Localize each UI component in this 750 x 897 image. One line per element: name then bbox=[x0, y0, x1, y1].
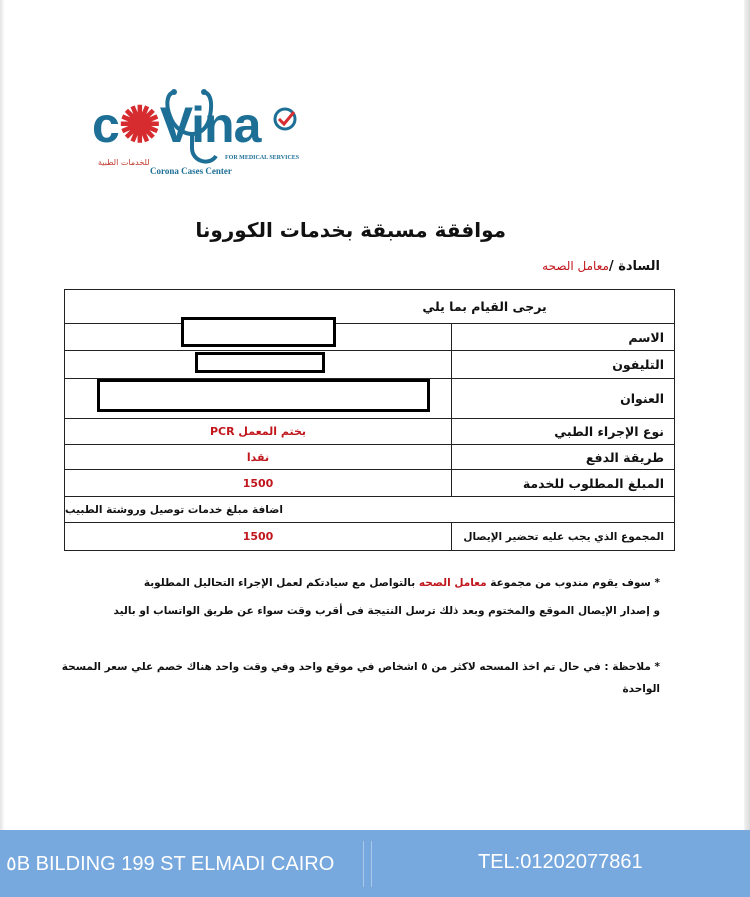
row-label: اضافة مبلغ خدمات توصيل وروشتة الطبيب bbox=[65, 503, 283, 516]
logo-wordmark: c✺Vina bbox=[92, 97, 261, 153]
redaction-box-address bbox=[97, 379, 430, 412]
footer-divider bbox=[371, 841, 372, 887]
row-label: العنوان bbox=[620, 391, 664, 406]
table-header-row bbox=[65, 290, 674, 324]
table-row bbox=[65, 419, 674, 445]
table-row bbox=[65, 523, 674, 550]
row-label: نوع الإجراء الطبي bbox=[554, 424, 664, 439]
note-line-1: * سوف يقوم مندوب من مجموعة معامل الصحه بالتواصل مع سيادتكم لعمل الإجراء التحاليل المطلوبة bbox=[143, 577, 660, 589]
note-line-3: * ملاحظة : في حال تم اخذ المسحه لاكثر من ٥ اشخاص في موقع واحد وفي وقت واحد هناك خصم علي سعر المسحة bbox=[61, 661, 660, 673]
page-edge-shadow-left bbox=[0, 0, 4, 830]
covina-logo bbox=[92, 86, 304, 181]
row-label: الاسم bbox=[628, 329, 664, 345]
recipient-value: معامل الصحه bbox=[542, 259, 609, 273]
document-title: موافقة مسبقة بخدمات الكورونا bbox=[195, 218, 506, 242]
note-highlight: معامل الصحه bbox=[418, 577, 487, 589]
footer-bar bbox=[0, 830, 750, 897]
row-label: التليفون bbox=[612, 357, 664, 372]
table-row bbox=[65, 497, 674, 523]
recipient-line bbox=[542, 259, 660, 274]
row-label: المجموع الذي يجب عليه تحضير الإيصال bbox=[463, 530, 664, 543]
footer-phone: TEL:01202077861 bbox=[478, 851, 643, 873]
table-header: يرجى القيام بما يلي bbox=[422, 299, 547, 314]
virus-icon: ✺ bbox=[118, 97, 160, 153]
row-label: طريقة الدفع bbox=[585, 449, 664, 465]
logo-arabic-tagline: للخدمات الطبية bbox=[98, 158, 150, 167]
row-label: المبلغ المطلوب للخدمة bbox=[522, 475, 664, 491]
page-edge-shadow-right bbox=[744, 0, 750, 830]
note-line-4: الواحدة bbox=[622, 683, 660, 695]
recipient-label: السادة / bbox=[608, 259, 660, 274]
procedure-value: PCR بختم المعمل bbox=[65, 419, 452, 444]
table-row bbox=[65, 470, 674, 497]
logo-subtitle: Corona Cases Center bbox=[150, 166, 232, 176]
note-line-2: و إصدار الإيصال الموقع والمختوم وبعد ذلك ترسل النتيجة فى أقرب وقت سواء عن طريق الواتساب او باليد bbox=[113, 605, 660, 617]
table-row bbox=[65, 324, 674, 351]
amount-value: 1500 bbox=[65, 470, 452, 496]
table-row bbox=[65, 445, 674, 470]
footer-divider bbox=[363, 841, 364, 887]
footer-address: ٥B BILDING 199 ST ELMADI CAIRO bbox=[6, 853, 335, 875]
redaction-box-name bbox=[181, 317, 336, 347]
order-table bbox=[64, 289, 675, 551]
table-row bbox=[65, 351, 674, 379]
logo-medical-services: FOR MEDICAL SERVICES bbox=[225, 155, 300, 161]
total-value: 1500 bbox=[65, 523, 452, 550]
redaction-box-phone bbox=[195, 352, 325, 373]
payment-value: نقدا bbox=[65, 445, 452, 469]
checkmark-icon bbox=[272, 106, 298, 132]
